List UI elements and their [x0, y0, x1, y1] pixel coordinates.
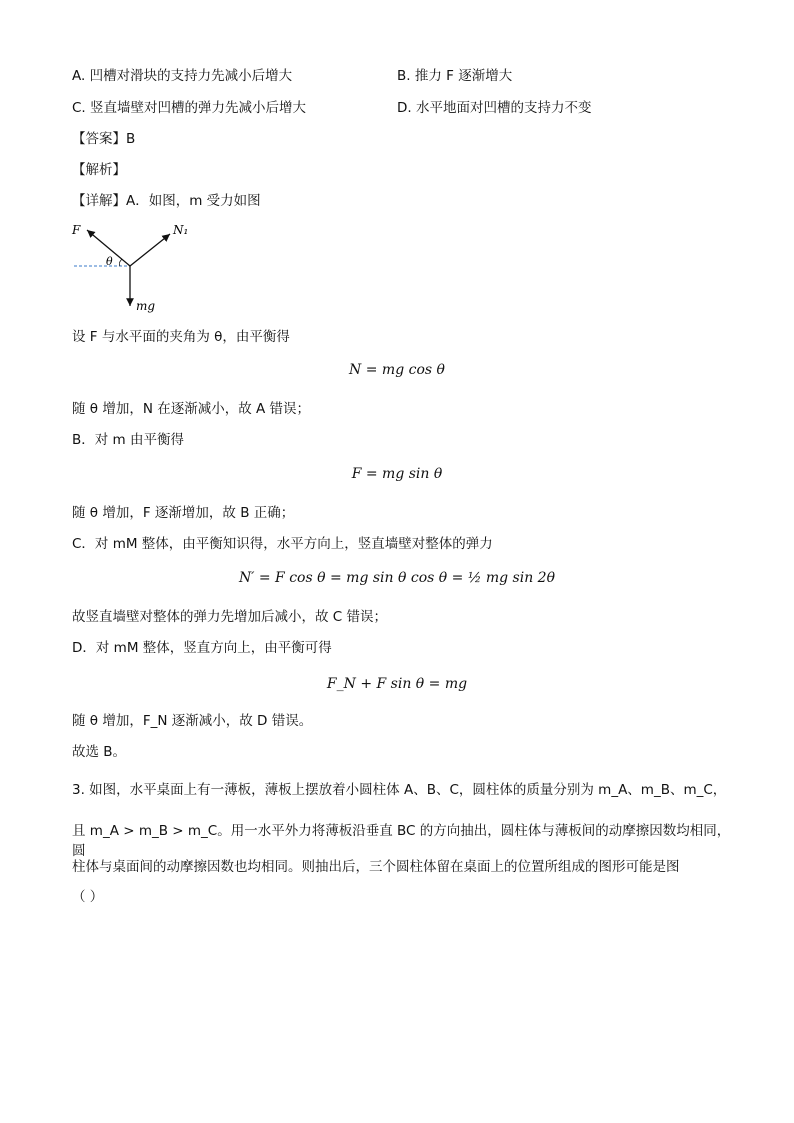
label-mg: mg	[136, 299, 156, 313]
question-3-line-3: 柱体与桌面间的动摩擦因数也均相同。则抽出后，三个圆柱体留在桌面上的位置所组成的图形可能是图	[72, 859, 680, 875]
answer-line: 【答案】B	[72, 131, 136, 147]
text-line-2: 随 θ 增加，N 在逐渐减小，故 A 错误；	[72, 401, 311, 417]
equation-1: N = mg cos θ	[349, 362, 445, 378]
text-line-8: 随 θ 增加，F_N 逐渐减小，故 D 错误。	[72, 713, 313, 729]
question-3-blank: （ ）	[72, 889, 104, 905]
text-line-4: 随 θ 增加，F 逐渐增加，故 B 正确；	[72, 505, 295, 521]
equation-4: F_N + F sin θ = mg	[326, 676, 468, 692]
option-b: B. 推力 F 逐渐增大	[397, 68, 513, 84]
text-line-7: D．对 mM 整体，竖直方向上，由平衡可得	[72, 640, 332, 656]
analysis-header: 【解析】	[72, 162, 126, 178]
force-diagram	[70, 218, 189, 318]
detail-a-line: 【详解】A．如图，m 受力如图	[72, 193, 261, 209]
label-f: F	[72, 223, 81, 237]
equation-2: F = mg sin θ	[351, 466, 443, 482]
option-c: C. 竖直墙壁对凹槽的弹力先减小后增大	[72, 100, 307, 116]
option-d: D. 水平地面对凹槽的支持力不变	[397, 100, 592, 116]
text-line-6: 故竖直墙壁对整体的弹力先增加后减小，故 C 错误；	[72, 609, 388, 625]
text-line-1: 设 F 与水平面的夹角为 θ，由平衡得	[72, 329, 290, 345]
question-3-line-1: 3. 如图，水平桌面上有一薄板，薄板上摆放着小圆柱体 A、B、C，圆柱体的质量分别为 m_A、m_B、m_C，	[72, 782, 727, 798]
label-theta: θ	[106, 255, 113, 268]
text-line-3: B．对 m 由平衡得	[72, 432, 184, 448]
equation-3: N′ = F cos θ = mg sin θ cos θ = ½ mg sin 2θ	[238, 570, 556, 586]
question-3-line-2: 且 m_A > m_B > m_C。用一水平外力将薄板沿垂直 BC 的方向抽出，圆柱体与薄板间的动摩擦因数均相同，圆	[72, 823, 731, 859]
text-line-5: C．对 mM 整体，由平衡知识得，水平方向上，竖直墙壁对整体的弹力	[72, 536, 493, 552]
force-n1-arrow	[130, 234, 170, 266]
label-n1: N₁	[173, 223, 189, 237]
option-a: A. 凹槽对滑块的支持力先减小后增大	[72, 68, 293, 84]
angle-arc	[119, 259, 122, 266]
text-line-9: 故选 B。	[72, 744, 127, 760]
